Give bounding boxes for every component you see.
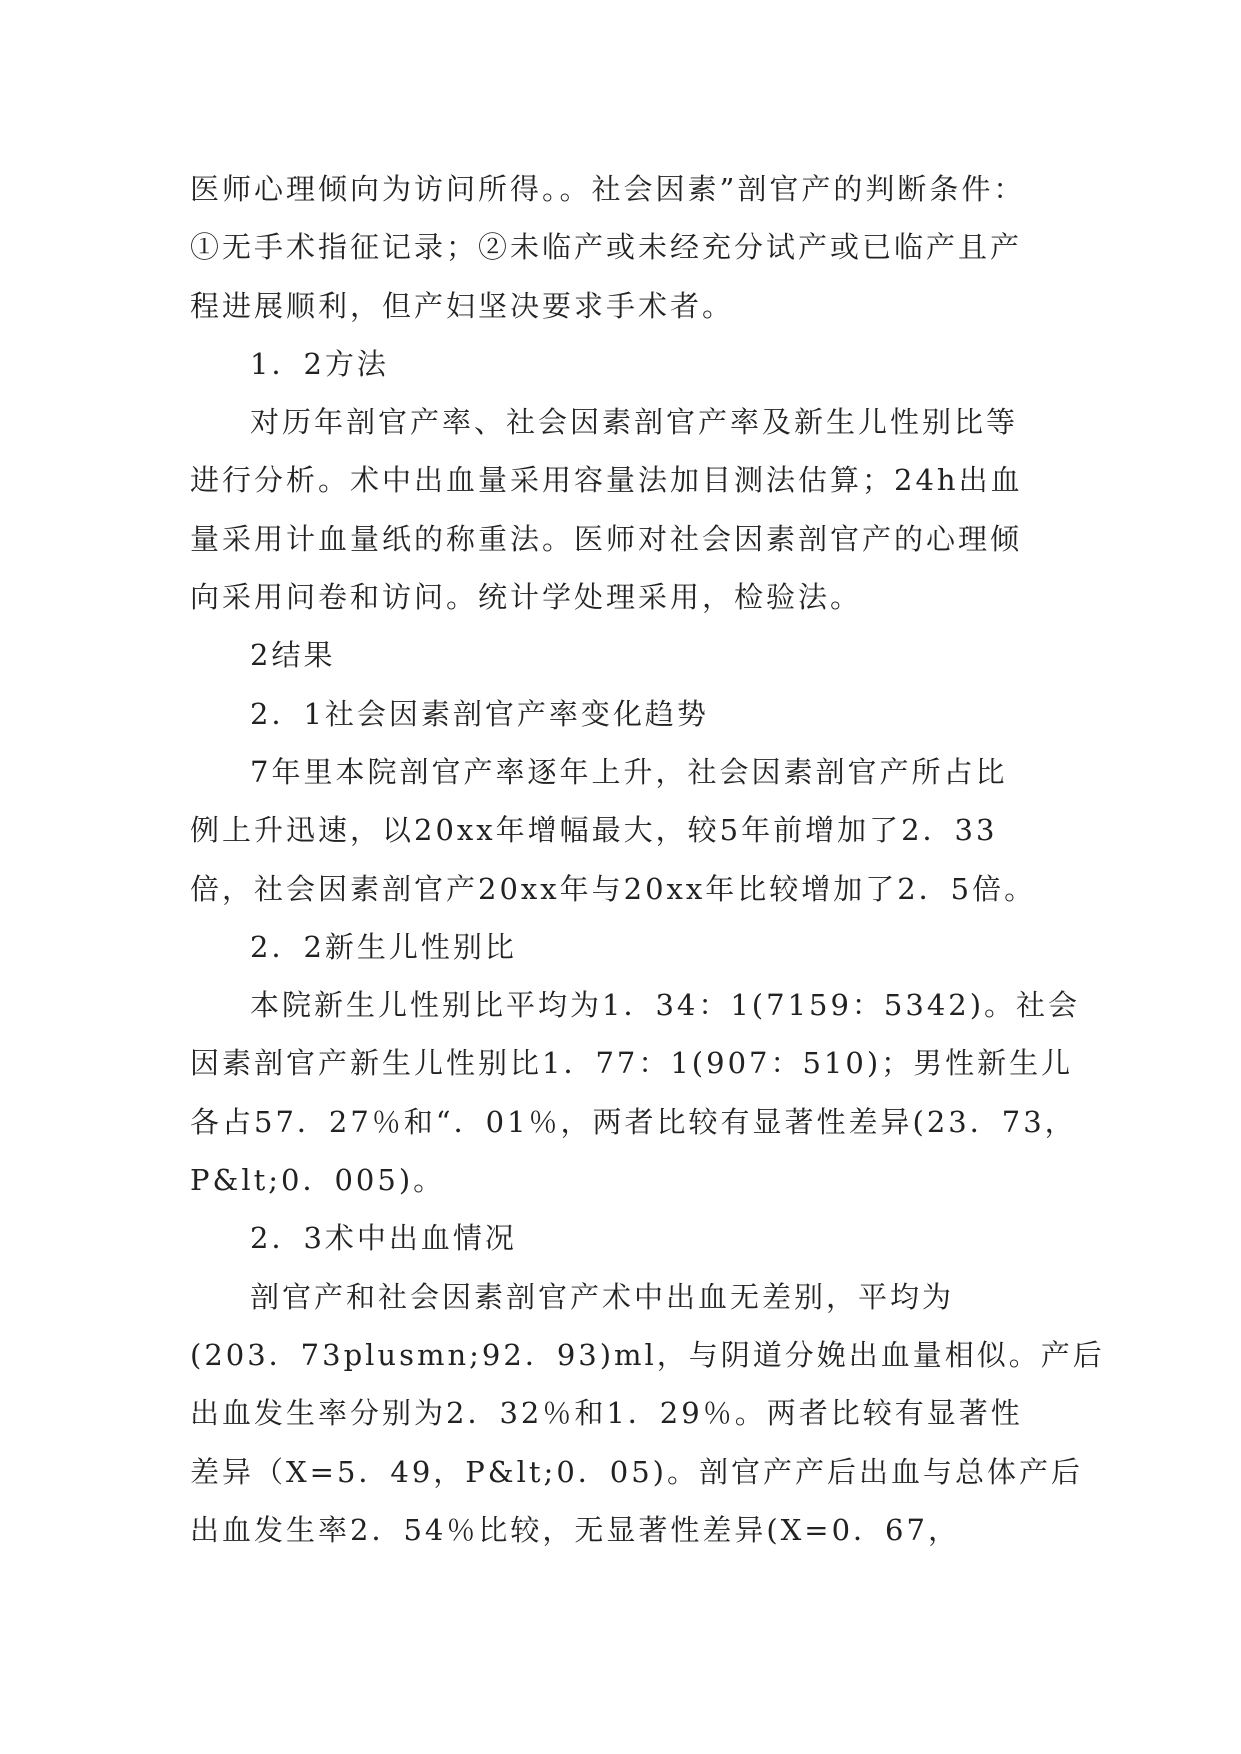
section-heading: 2．1社会因素剖官产率变化趋势 [250, 696, 709, 731]
paragraph-line: 例上升迅速，以20xx年增幅最大，较5年前增加了2．33 [190, 813, 998, 848]
paragraph-line: 7年里本院剖官产率逐年上升，社会因素剖官产所占比 [250, 754, 1008, 789]
paragraph-line: 程进展顺利，但产妇坚决要求手术者。 [190, 288, 735, 323]
paragraph-line: 倍，社会因素剖官产20xx年与20xx年比较增加了2．5倍。 [190, 871, 1037, 906]
paragraph-line: 各占57．27％和“．01％，两者比较有显著性差异(23．73， [190, 1104, 1077, 1139]
paragraph-line: P&lt;0．005)。 [190, 1163, 446, 1198]
paragraph-line: 向采用问卷和访问。统计学处理采用，检验法。 [190, 580, 863, 615]
paragraph-line: 进行分析。术中出血量采用容量法加目测法估算；24h出血 [190, 463, 1023, 498]
section-heading: 2结果 [250, 638, 336, 673]
paragraph-line: 出血发生率2．54％比较，无显著性差异(X=0．67， [190, 1512, 960, 1547]
document-body [190, 160, 1105, 1559]
paragraph-line: 对历年剖官产率、社会因素剖官产率及新生儿性别比等 [250, 405, 1019, 440]
paragraph-line: 出血发生率分别为2．32％和1．29％。两者比较有显著性 [190, 1396, 1023, 1431]
section-heading: 2．2新生儿性别比 [250, 929, 517, 964]
paragraph-line: 因素剖官产新生儿性别比1．77：1(907：510)；男性新生儿 [190, 1046, 1074, 1081]
paragraph-line: (203．73plusmn;92．93)ml，与阴道分娩出血量相似。产后 [190, 1337, 1105, 1372]
section-heading: 2．3术中出血情况 [250, 1221, 517, 1256]
paragraph-line: 医师心理倾向为访问所得。。社会因素”剖官产的判断条件： [190, 172, 1026, 206]
section-heading: 1．2方法 [250, 346, 389, 381]
paragraph-line: 本院新生儿性别比平均为1．34：1(7159：5342)。社会 [250, 988, 1081, 1023]
paragraph-line: 量采用计血量纸的称重法。医师对社会因素剖官产的心理倾 [190, 521, 1023, 556]
paragraph-line: ①无手术指征记录；②未临产或未经充分试产或已临产且产 [190, 230, 1023, 265]
paragraph-line: 差异（X=5．49，P&lt;0．05)。剖官产产后出血与总体产后 [190, 1454, 1083, 1489]
paragraph-line: 剖官产和社会因素剖官产术中出血无差别，平均为 [250, 1279, 955, 1314]
